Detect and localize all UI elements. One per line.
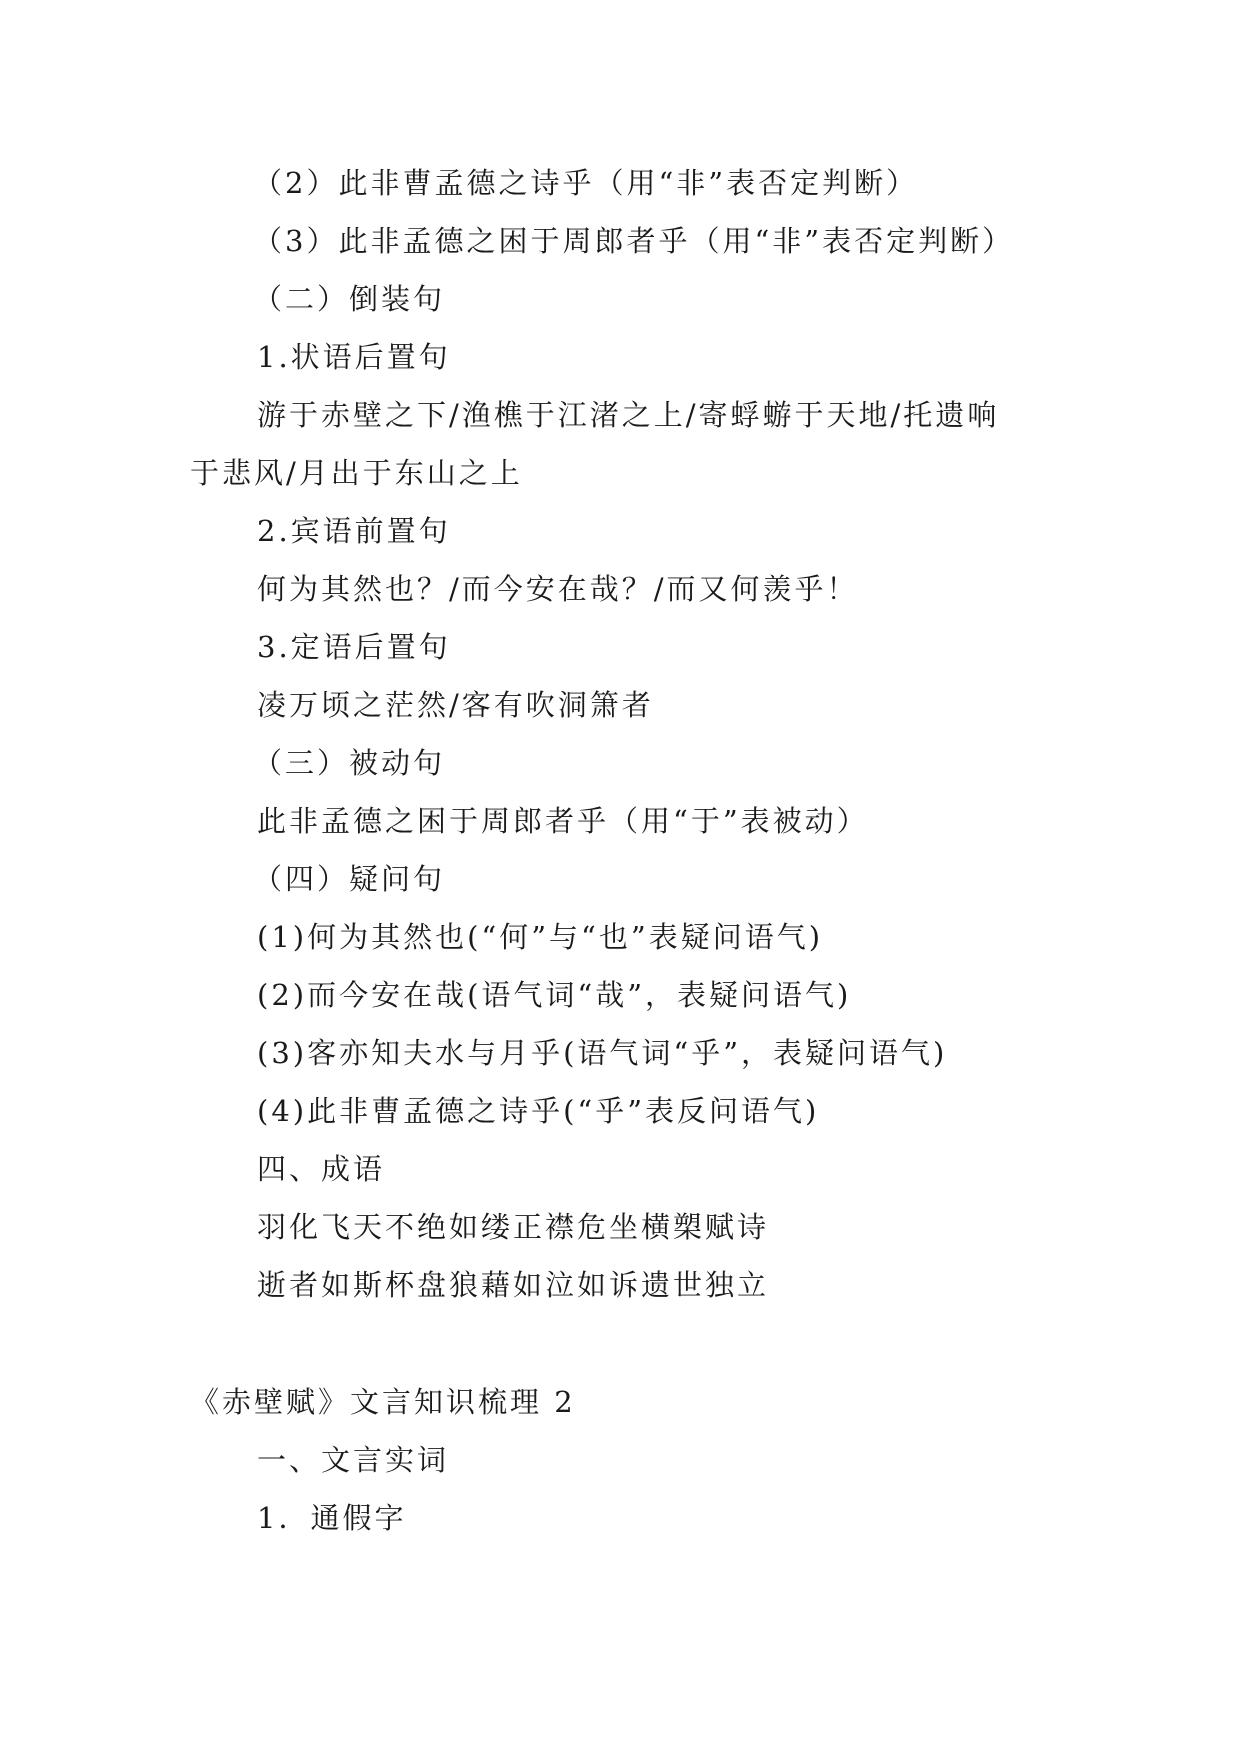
text-line: 何为其然也？/而今安在哉？/而又何羡乎！ (257, 572, 859, 606)
section-heading: （二）倒装句 (253, 282, 446, 316)
idiom-line: 羽化飞天不绝如缕正襟危坐横槊赋诗 (257, 1210, 770, 1244)
section-heading: 一、文言实词 (257, 1443, 450, 1477)
section-heading: （四）疑问句 (253, 862, 446, 896)
text-line: （3）此非孟德之困于周郎者乎（用“非”表否定判断） (253, 224, 1015, 258)
document-title: 《赤壁赋》文言知识梳理 2 (190, 1385, 576, 1419)
subsection-heading: 3.定语后置句 (257, 630, 451, 664)
subsection-heading: 1.状语后置句 (257, 340, 451, 374)
text-line: (3)客亦知夫水与月乎(语气词“乎”，表疑问语气) (257, 1036, 948, 1070)
text-line: （2）此非曹孟德之诗乎（用“非”表否定判断） (253, 166, 919, 200)
section-heading: （三）被动句 (253, 746, 446, 780)
text-line: (1)何为其然也(“何”与“也”表疑问语气) (257, 920, 824, 954)
subsection-heading: 1．通假字 (257, 1501, 407, 1535)
subsection-heading: 2.宾语前置句 (257, 514, 451, 548)
text-line-continuation: 于悲风/月出于东山之上 (190, 456, 523, 490)
text-line: 凌万顷之茫然/客有吹洞箫者 (257, 688, 654, 722)
text-line: 游于赤壁之下/渔樵于江渚之上/寄蜉蝣于天地/托遗响 (257, 398, 1000, 432)
text-line: (4)此非曹孟德之诗乎(“乎”表反问语气) (257, 1094, 820, 1128)
idiom-line: 逝者如斯杯盘狼藉如泣如诉遗世独立 (257, 1268, 770, 1302)
section-heading: 四、成语 (257, 1152, 386, 1186)
text-line: 此非孟德之困于周郎者乎（用“于”表被动） (257, 804, 869, 838)
text-line: (2)而今安在哉(语气词“哉”，表疑问语气) (257, 978, 852, 1012)
